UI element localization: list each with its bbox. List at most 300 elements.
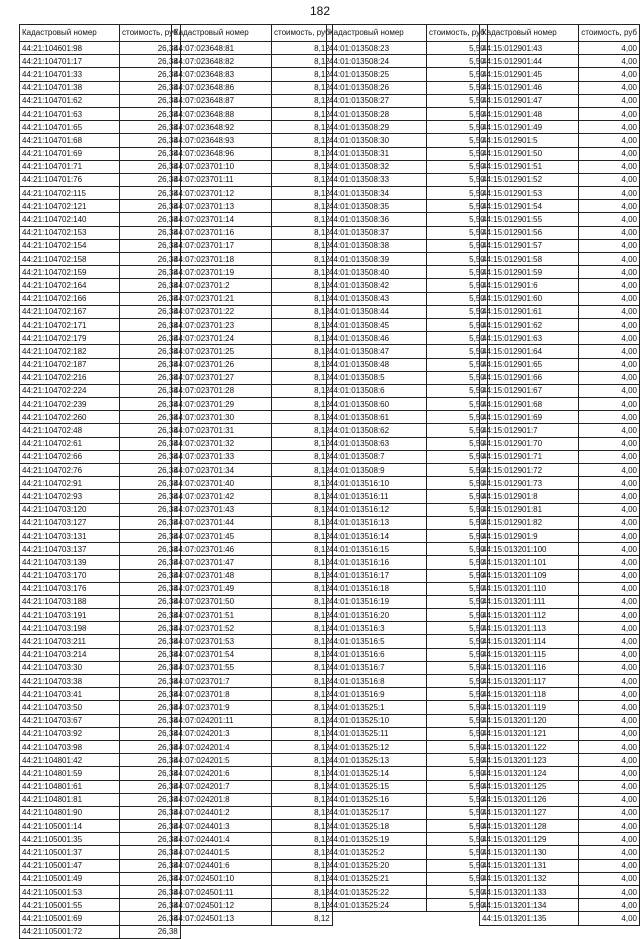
cadastral-number-cell: 44:01:013516:16 bbox=[327, 556, 427, 569]
cost-cell: 8,12 bbox=[272, 714, 333, 727]
table-row bbox=[20, 68, 181, 81]
cost-cell: 8,12 bbox=[272, 556, 333, 569]
table-row bbox=[20, 213, 181, 226]
cadastral-number-cell: 44:07:023701:10 bbox=[172, 160, 272, 173]
table-row bbox=[20, 675, 181, 688]
cadastral-number-cell: 44:01:013508:23 bbox=[327, 42, 427, 55]
cadastral-number-cell: 44:15:013201:126 bbox=[480, 793, 579, 806]
cadastral-number-cell: 44:07:024201:5 bbox=[172, 754, 272, 767]
table-row bbox=[480, 899, 640, 912]
cadastral-number-cell: 44:01:013516:18 bbox=[327, 582, 427, 595]
cadastral-number-cell: 44:07:023701:40 bbox=[172, 477, 272, 490]
table-row bbox=[327, 187, 488, 200]
cadastral-number-cell: 44:01:013508:26 bbox=[327, 81, 427, 94]
cadastral-number-cell: 44:07:023701:11 bbox=[172, 173, 272, 186]
cadastral-number-cell: 44:15:012901:70 bbox=[480, 437, 579, 450]
cadastral-number-cell: 44:21:104702:48 bbox=[20, 424, 120, 437]
table-row bbox=[172, 160, 333, 173]
cost-cell: 5,50 bbox=[427, 820, 488, 833]
cost-cell: 8,12 bbox=[272, 740, 333, 753]
cadastral-number-cell: 44:07:023701:18 bbox=[172, 253, 272, 266]
table-row bbox=[480, 42, 640, 55]
table-row bbox=[327, 292, 488, 305]
table-row bbox=[20, 609, 181, 622]
cadastral-number-cell: 44:15:013201:113 bbox=[480, 622, 579, 635]
table-row bbox=[327, 213, 488, 226]
cost-cell: 4,00 bbox=[579, 411, 640, 424]
cost-cell: 4,00 bbox=[579, 582, 640, 595]
table-row bbox=[20, 740, 181, 753]
cost-cell: 8,12 bbox=[272, 305, 333, 318]
cadastral-number-cell: 44:21:104702:91 bbox=[20, 477, 120, 490]
cadastral-number-cell: 44:01:013525:22 bbox=[327, 886, 427, 899]
table-row bbox=[327, 582, 488, 595]
cadastral-number-cell: 44:21:104702:166 bbox=[20, 292, 120, 305]
cadastral-number-cell: 44:21:104702:167 bbox=[20, 305, 120, 318]
cadastral-number-cell: 44:15:013201:131 bbox=[480, 859, 579, 872]
cost-cell: 26,38 bbox=[120, 846, 181, 859]
cost-cell: 5,50 bbox=[427, 714, 488, 727]
cadastral-number-cell: 44:01:013508:27 bbox=[327, 94, 427, 107]
cost-cell: 5,50 bbox=[427, 384, 488, 397]
cadastral-number-cell: 44:07:023701:25 bbox=[172, 345, 272, 358]
table-row bbox=[172, 793, 333, 806]
cadastral-number-cell: 44:01:013516:8 bbox=[327, 675, 427, 688]
cadastral-number-cell: 44:01:013508:38 bbox=[327, 239, 427, 252]
table-row bbox=[20, 345, 181, 358]
table-row bbox=[480, 121, 640, 134]
table-row bbox=[172, 701, 333, 714]
cadastral-number-cell: 44:21:105001:72 bbox=[20, 925, 120, 938]
cost-cell: 8,12 bbox=[272, 358, 333, 371]
cost-cell: 5,50 bbox=[427, 661, 488, 674]
cost-cell: 26,38 bbox=[120, 332, 181, 345]
cadastral-number-cell: 44:21:104702:66 bbox=[20, 450, 120, 463]
cadastral-number-cell: 44:07:023701:26 bbox=[172, 358, 272, 371]
table-row bbox=[327, 253, 488, 266]
table-row bbox=[172, 556, 333, 569]
cadastral-number-cell: 44:01:013508:29 bbox=[327, 121, 427, 134]
cadastral-number-cell: 44:01:013508:31 bbox=[327, 147, 427, 160]
cadastral-number-cell: 44:07:024401:5 bbox=[172, 846, 272, 859]
cadastral-number-cell: 44:15:013201:101 bbox=[480, 556, 579, 569]
table-row bbox=[327, 464, 488, 477]
cadastral-number-cell: 44:21:105001:55 bbox=[20, 899, 120, 912]
table-row bbox=[172, 226, 333, 239]
cost-cell: 8,12 bbox=[272, 464, 333, 477]
table-row bbox=[20, 371, 181, 384]
table-row bbox=[327, 556, 488, 569]
cost-cell: 26,38 bbox=[120, 187, 181, 200]
table-row bbox=[480, 305, 640, 318]
cadastral-number-cell: 44:21:104702:164 bbox=[20, 279, 120, 292]
cadastral-number-cell: 44:15:012901:53 bbox=[480, 187, 579, 200]
table-row bbox=[20, 872, 181, 885]
cost-cell: 26,38 bbox=[120, 81, 181, 94]
cadastral-number-cell: 44:21:104601:98 bbox=[20, 42, 120, 55]
table-row bbox=[327, 701, 488, 714]
table-row bbox=[480, 213, 640, 226]
table-row bbox=[20, 595, 181, 608]
cadastral-table-4 bbox=[479, 24, 640, 926]
table-row bbox=[327, 820, 488, 833]
cadastral-number-cell: 44:15:012901:44 bbox=[480, 55, 579, 68]
cadastral-number-cell: 44:01:013516:5 bbox=[327, 635, 427, 648]
cadastral-number-cell: 44:21:104702:260 bbox=[20, 411, 120, 424]
cost-cell: 26,38 bbox=[120, 569, 181, 582]
cadastral-number-cell: 44:07:024401:2 bbox=[172, 806, 272, 819]
cadastral-number-cell: 44:21:104702:140 bbox=[20, 213, 120, 226]
cost-cell: 5,50 bbox=[427, 371, 488, 384]
cadastral-number-cell: 44:15:012901:9 bbox=[480, 529, 579, 542]
cadastral-number-cell: 44:01:013516:3 bbox=[327, 622, 427, 635]
table-row bbox=[480, 886, 640, 899]
cadastral-number-cell: 44:21:104701:17 bbox=[20, 55, 120, 68]
cost-cell: 8,12 bbox=[272, 332, 333, 345]
table-row bbox=[20, 318, 181, 331]
table-row bbox=[20, 503, 181, 516]
table-row bbox=[20, 173, 181, 186]
table-row bbox=[327, 81, 488, 94]
cost-cell: 4,00 bbox=[579, 820, 640, 833]
table-row bbox=[480, 529, 640, 542]
table-row bbox=[327, 94, 488, 107]
table-row bbox=[20, 424, 181, 437]
cadastral-number-cell: 44:01:013508:6 bbox=[327, 384, 427, 397]
table-row bbox=[480, 661, 640, 674]
table-row bbox=[172, 516, 333, 529]
table-row bbox=[480, 358, 640, 371]
cost-cell: 5,50 bbox=[427, 543, 488, 556]
cadastral-number-cell: 44:01:013516:15 bbox=[327, 543, 427, 556]
cadastral-number-cell: 44:07:024201:7 bbox=[172, 780, 272, 793]
cost-cell: 8,12 bbox=[272, 147, 333, 160]
cost-cell: 4,00 bbox=[579, 226, 640, 239]
cadastral-number-cell: 44:01:013525:17 bbox=[327, 806, 427, 819]
table-row bbox=[20, 398, 181, 411]
cadastral-number-cell: 44:15:013201:133 bbox=[480, 886, 579, 899]
table-row bbox=[480, 266, 640, 279]
cadastral-number-cell: 44:01:013508:43 bbox=[327, 292, 427, 305]
cadastral-number-cell: 44:15:012901:7 bbox=[480, 424, 579, 437]
cost-cell: 4,00 bbox=[579, 384, 640, 397]
table-row bbox=[327, 899, 488, 912]
cost-cell: 8,12 bbox=[272, 569, 333, 582]
table-row bbox=[20, 767, 181, 780]
table-row bbox=[480, 846, 640, 859]
cadastral-number-cell: 44:01:013508:42 bbox=[327, 279, 427, 292]
table-row bbox=[172, 806, 333, 819]
cost-cell: 4,00 bbox=[579, 622, 640, 635]
table-row bbox=[327, 160, 488, 173]
cadastral-number-cell: 44:01:013508:62 bbox=[327, 424, 427, 437]
cadastral-number-cell: 44:15:012901:45 bbox=[480, 68, 579, 81]
cadastral-number-cell: 44:01:013525:11 bbox=[327, 727, 427, 740]
cost-cell: 8,12 bbox=[272, 279, 333, 292]
cadastral-number-cell: 44:01:013508:47 bbox=[327, 345, 427, 358]
table-row bbox=[172, 279, 333, 292]
cost-cell: 4,00 bbox=[579, 107, 640, 120]
table-row bbox=[172, 345, 333, 358]
cost-cell: 4,00 bbox=[579, 727, 640, 740]
cost-cell: 4,00 bbox=[579, 253, 640, 266]
cadastral-number-cell: 44:01:013525:21 bbox=[327, 872, 427, 885]
table-row bbox=[327, 675, 488, 688]
cadastral-number-cell: 44:15:012901:5 bbox=[480, 134, 579, 147]
table-row bbox=[327, 398, 488, 411]
cost-cell: 5,50 bbox=[427, 398, 488, 411]
cost-cell: 5,50 bbox=[427, 305, 488, 318]
cost-cell: 26,38 bbox=[120, 384, 181, 397]
cadastral-number-cell: 44:07:023701:42 bbox=[172, 490, 272, 503]
cost-cell: 26,38 bbox=[120, 543, 181, 556]
table-row bbox=[172, 912, 333, 925]
cost-cell: 26,38 bbox=[120, 675, 181, 688]
cost-cell: 5,50 bbox=[427, 464, 488, 477]
cadastral-number-cell: 44:07:023701:51 bbox=[172, 609, 272, 622]
cadastral-number-cell: 44:15:012901:58 bbox=[480, 253, 579, 266]
cost-cell: 8,12 bbox=[272, 899, 333, 912]
table-row bbox=[20, 437, 181, 450]
cost-cell: 8,12 bbox=[272, 371, 333, 384]
cadastral-number-cell: 44:15:012901:54 bbox=[480, 200, 579, 213]
cost-cell: 4,00 bbox=[579, 279, 640, 292]
cost-cell: 26,38 bbox=[120, 173, 181, 186]
cadastral-number-cell: 44:07:024201:3 bbox=[172, 727, 272, 740]
table-row bbox=[172, 820, 333, 833]
table-row bbox=[480, 675, 640, 688]
cost-cell: 8,12 bbox=[272, 55, 333, 68]
cost-cell: 4,00 bbox=[579, 266, 640, 279]
cost-cell: 8,12 bbox=[272, 384, 333, 397]
table-row bbox=[327, 424, 488, 437]
cadastral-number-cell: 44:21:104702:159 bbox=[20, 266, 120, 279]
cost-cell: 4,00 bbox=[579, 701, 640, 714]
cadastral-number-cell: 44:01:013525:16 bbox=[327, 793, 427, 806]
cost-cell: 26,38 bbox=[120, 833, 181, 846]
cadastral-number-cell: 44:21:105001:49 bbox=[20, 872, 120, 885]
cost-cell: 8,12 bbox=[272, 820, 333, 833]
cost-cell: 26,38 bbox=[120, 899, 181, 912]
cost-cell: 8,12 bbox=[272, 134, 333, 147]
cost-cell: 26,38 bbox=[120, 727, 181, 740]
cost-cell: 4,00 bbox=[579, 68, 640, 81]
table-row bbox=[172, 490, 333, 503]
cadastral-number-cell: 44:15:012901:56 bbox=[480, 226, 579, 239]
cadastral-number-cell: 44:01:013525:13 bbox=[327, 754, 427, 767]
cadastral-number-cell: 44:15:013201:114 bbox=[480, 635, 579, 648]
cadastral-number-cell: 44:07:023701:55 bbox=[172, 661, 272, 674]
cost-cell: 5,50 bbox=[427, 147, 488, 160]
table-row bbox=[480, 582, 640, 595]
cadastral-number-cell: 44:15:012901:55 bbox=[480, 213, 579, 226]
cadastral-number-cell: 44:07:023648:83 bbox=[172, 68, 272, 81]
cadastral-number-cell: 44:01:013508:48 bbox=[327, 358, 427, 371]
cadastral-number-cell: 44:07:023701:9 bbox=[172, 701, 272, 714]
cost-cell: 26,38 bbox=[120, 925, 181, 938]
cost-cell: 5,50 bbox=[427, 780, 488, 793]
table-row bbox=[172, 42, 333, 55]
cadastral-number-cell: 44:15:013201:128 bbox=[480, 820, 579, 833]
cost-cell: 5,50 bbox=[427, 94, 488, 107]
cost-cell: 26,38 bbox=[120, 358, 181, 371]
cadastral-number-cell: 44:01:013525:12 bbox=[327, 740, 427, 753]
table-row bbox=[327, 661, 488, 674]
cost-cell: 4,00 bbox=[579, 767, 640, 780]
table-row bbox=[327, 147, 488, 160]
table-row bbox=[327, 200, 488, 213]
cadastral-number-cell: 44:07:023701:24 bbox=[172, 332, 272, 345]
cost-cell: 5,50 bbox=[427, 754, 488, 767]
table-row bbox=[20, 833, 181, 846]
cadastral-number-cell: 44:21:104702:154 bbox=[20, 239, 120, 252]
cost-cell: 5,50 bbox=[427, 556, 488, 569]
cadastral-number-cell: 44:15:013201:125 bbox=[480, 780, 579, 793]
cost-cell: 5,50 bbox=[427, 648, 488, 661]
cost-cell: 8,12 bbox=[272, 107, 333, 120]
table-row bbox=[327, 490, 488, 503]
table-row bbox=[480, 490, 640, 503]
cost-cell: 5,50 bbox=[427, 635, 488, 648]
table-row bbox=[172, 213, 333, 226]
cost-cell: 26,38 bbox=[120, 595, 181, 608]
cost-cell: 26,38 bbox=[120, 490, 181, 503]
cost-cell: 8,12 bbox=[272, 490, 333, 503]
table-row bbox=[480, 81, 640, 94]
cost-cell: 5,50 bbox=[427, 516, 488, 529]
cadastral-number-cell: 44:07:023701:49 bbox=[172, 582, 272, 595]
cost-cell: 26,38 bbox=[120, 266, 181, 279]
cadastral-number-cell: 44:07:023701:30 bbox=[172, 411, 272, 424]
table-row bbox=[480, 780, 640, 793]
table-row bbox=[480, 648, 640, 661]
table-row bbox=[480, 160, 640, 173]
cadastral-number-cell: 44:21:104702:158 bbox=[20, 253, 120, 266]
cost-cell: 5,50 bbox=[427, 609, 488, 622]
table-row bbox=[20, 253, 181, 266]
table-row bbox=[172, 384, 333, 397]
cadastral-number-cell: 44:01:013508:60 bbox=[327, 398, 427, 411]
cost-cell: 26,38 bbox=[120, 253, 181, 266]
cadastral-number-cell: 44:15:012901:50 bbox=[480, 147, 579, 160]
cadastral-number-cell: 44:07:023701:27 bbox=[172, 371, 272, 384]
cost-cell: 26,38 bbox=[120, 886, 181, 899]
cadastral-number-cell: 44:07:023701:52 bbox=[172, 622, 272, 635]
table-row bbox=[172, 200, 333, 213]
cadastral-number-cell: 44:01:013508:46 bbox=[327, 332, 427, 345]
cost-cell: 5,50 bbox=[427, 899, 488, 912]
table-row bbox=[327, 55, 488, 68]
table-row bbox=[172, 411, 333, 424]
cadastral-number-cell: 44:15:013201:117 bbox=[480, 675, 579, 688]
cadastral-number-cell: 44:15:012901:59 bbox=[480, 266, 579, 279]
table-row bbox=[172, 780, 333, 793]
cadastral-number-cell: 44:07:023701:31 bbox=[172, 424, 272, 437]
cadastral-number-cell: 44:01:013525:2 bbox=[327, 846, 427, 859]
cost-cell: 5,50 bbox=[427, 872, 488, 885]
cost-cell: 5,50 bbox=[427, 886, 488, 899]
cadastral-number-cell: 44:07:023701:46 bbox=[172, 543, 272, 556]
cost-cell: 8,12 bbox=[272, 595, 333, 608]
table-row bbox=[327, 437, 488, 450]
cadastral-number-cell: 44:15:012901:49 bbox=[480, 121, 579, 134]
table-row bbox=[327, 411, 488, 424]
cadastral-number-cell: 44:15:013201:134 bbox=[480, 899, 579, 912]
table-row bbox=[327, 107, 488, 120]
table-row bbox=[480, 253, 640, 266]
cost-cell: 8,12 bbox=[272, 213, 333, 226]
table-row bbox=[480, 912, 640, 925]
cadastral-number-cell: 44:15:012901:57 bbox=[480, 239, 579, 252]
table-row bbox=[327, 833, 488, 846]
cost-cell: 5,50 bbox=[427, 187, 488, 200]
cost-cell: 26,38 bbox=[120, 661, 181, 674]
table-body bbox=[20, 42, 181, 939]
header-cost: стоимость, руб bbox=[579, 25, 640, 42]
cadastral-number-cell: 44:15:013201:127 bbox=[480, 806, 579, 819]
table-row bbox=[327, 727, 488, 740]
cost-cell: 5,50 bbox=[427, 833, 488, 846]
cost-cell: 8,12 bbox=[272, 661, 333, 674]
cost-cell: 8,12 bbox=[272, 806, 333, 819]
cadastral-number-cell: 44:07:023701:44 bbox=[172, 516, 272, 529]
table-row bbox=[172, 450, 333, 463]
header-cost: стоимость, руб bbox=[120, 25, 181, 42]
table-row bbox=[480, 332, 640, 345]
cadastral-number-cell: 44:15:012901:47 bbox=[480, 94, 579, 107]
cadastral-number-cell: 44:01:013508:40 bbox=[327, 266, 427, 279]
table-row bbox=[327, 780, 488, 793]
table-row bbox=[480, 806, 640, 819]
table-row bbox=[20, 187, 181, 200]
cadastral-number-cell: 44:15:013201:100 bbox=[480, 543, 579, 556]
cost-cell: 26,38 bbox=[120, 622, 181, 635]
cadastral-number-cell: 44:07:024201:8 bbox=[172, 793, 272, 806]
table-row bbox=[172, 107, 333, 120]
table-row bbox=[20, 661, 181, 674]
cost-cell: 26,38 bbox=[120, 437, 181, 450]
cadastral-number-cell: 44:07:023701:54 bbox=[172, 648, 272, 661]
table-row bbox=[480, 793, 640, 806]
cost-cell: 26,38 bbox=[120, 806, 181, 819]
table-row bbox=[480, 107, 640, 120]
cadastral-number-cell: 44:01:013508:63 bbox=[327, 437, 427, 450]
cost-cell: 8,12 bbox=[272, 239, 333, 252]
cost-cell: 4,00 bbox=[579, 55, 640, 68]
table-row bbox=[327, 121, 488, 134]
cost-cell: 4,00 bbox=[579, 688, 640, 701]
table-row bbox=[480, 147, 640, 160]
cadastral-number-cell: 44:07:023701:17 bbox=[172, 239, 272, 252]
table-row bbox=[20, 305, 181, 318]
cost-cell: 26,38 bbox=[120, 767, 181, 780]
cadastral-number-cell: 44:01:013508:33 bbox=[327, 173, 427, 186]
cadastral-number-cell: 44:15:012901:51 bbox=[480, 160, 579, 173]
cadastral-number-cell: 44:21:104703:191 bbox=[20, 609, 120, 622]
cost-cell: 5,50 bbox=[427, 42, 488, 55]
cost-cell: 4,00 bbox=[579, 833, 640, 846]
table-row bbox=[20, 358, 181, 371]
table-row bbox=[480, 437, 640, 450]
cadastral-number-cell: 44:15:013201:124 bbox=[480, 767, 579, 780]
table-row bbox=[20, 622, 181, 635]
table-row bbox=[20, 820, 181, 833]
cadastral-number-cell: 44:01:013508:25 bbox=[327, 68, 427, 81]
table-row bbox=[172, 332, 333, 345]
cadastral-table-3 bbox=[326, 24, 488, 912]
cadastral-number-cell: 44:15:013201:122 bbox=[480, 740, 579, 753]
cost-cell: 8,12 bbox=[272, 688, 333, 701]
